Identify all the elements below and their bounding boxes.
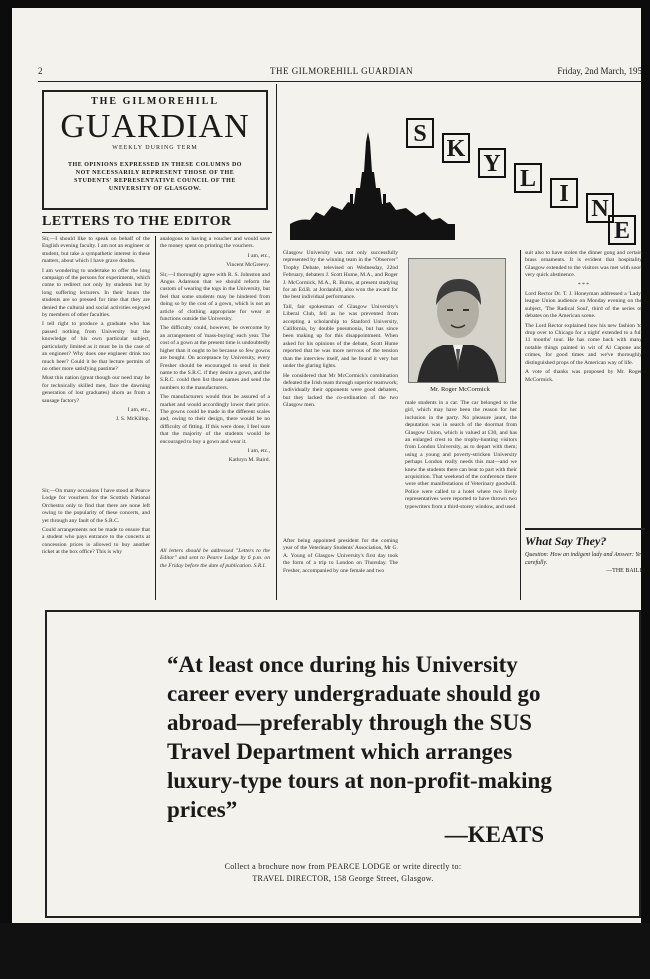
skyline-letter: I bbox=[550, 178, 578, 208]
skyline-letter: S bbox=[406, 118, 434, 148]
travel-advert bbox=[45, 610, 641, 918]
letter-paragraph: Sir,—I thoroughly agree with R. S. Johnston and Angus Adamson that we should reform the custom of wearing the togs in the University, but feel that some students may be hindered from doing so by the cost of a gown, which is not an article of clothing appropriate for wear at functions outside the University. bbox=[160, 271, 270, 323]
letter-paragraph: Sir,—On many occasions I have stood at Pearce Lodge for vouchers for the Scottish National Orchestra only to find that there are none left owing to the popularity of these concerts, and yet through any fault of the S.R.C. bbox=[42, 488, 150, 524]
advert-quote: “At least once during his University career every undergraduate should go abroad—preferably through the SUS Travel Department which arranges luxury-type tours at non-profit-making prices” bbox=[167, 652, 552, 822]
issue-date: Friday, 2nd March, 195 bbox=[557, 66, 642, 76]
letter-paragraph: Could arrangements not be made to ensure that a student who pays entrance to the concerts at concession prices is allowed to buy another ticket at the box office? This is why bbox=[42, 527, 150, 556]
what-say-they-body: Question: How an indigent lady and Answer: Yes, carefully. bbox=[525, 552, 645, 566]
skyline-paragraph: A vote of thanks was proposed by Mr. Roger McCormick. bbox=[525, 369, 642, 383]
portrait-icon bbox=[409, 259, 506, 383]
skyline-paragraph: Glasgow University was not only successfully represented by the winning team in the "Observer" Trophy Debate, televised on Wednesday, 22nd February, debaters J. Scott Hume, M.A., and Roger J. McCormick, M.A., R. Burns, at present studying for an Ed.B. at Jordanhill, also won the award for the best individual performance. bbox=[283, 250, 398, 301]
what-say-they-byline: —THE BAILIE bbox=[606, 568, 645, 574]
letters-column-1b bbox=[42, 488, 150, 598]
scan-border-left bbox=[0, 0, 12, 979]
skyline-column-2 bbox=[405, 400, 517, 600]
skyline-letter: K bbox=[442, 133, 470, 163]
masthead-disclaimer: THE OPINIONS EXPRESSED IN THESE COLUMNS DO NOT NECESSARILY REPRESENT THOSE OF THE STUDENTS' REPRESENTATIVE COUNCIL OF THE UNIVERSITY OF GLASGOW. bbox=[68, 162, 242, 192]
skyline-letter: N bbox=[586, 193, 614, 223]
advert-attribution: —KEATS bbox=[444, 822, 544, 847]
portrait-photo bbox=[408, 258, 506, 383]
letter-signature: Vincent McGreevy. bbox=[226, 262, 270, 269]
skyline-paragraph: Tall, fair spokesman of Glasgow University's Liberal Club, fell as he was prevented from accepting a scholarship to Stanford University, California, by double pneumonia, but has since been making up for this disappointment. When asked for his opinions of the debate, Scott Hume reported that he was more nervous of the tension than the interview itself, and he found it very hot under the glaring lights. bbox=[283, 303, 398, 370]
advert-footer-line-2: TRAVEL DIRECTOR, 158 George Street, Glasgow. bbox=[252, 874, 434, 883]
advert-footer-line-1: Collect a brochure now from PEARCE LODGE or write directly to: bbox=[224, 862, 462, 871]
scan-border-right bbox=[641, 0, 650, 979]
skyline-letter: Y bbox=[478, 148, 506, 178]
editor-note: All letters should be addressed "Letters to the Editor" and sent to Pearce Lodge by 6 p.m. on the Friday before the date of publication. S.R.I. bbox=[160, 548, 270, 569]
skyline-column-3 bbox=[525, 250, 642, 522]
letter-paragraph: Must this nation (great though our need may be for technically skilled men, face the dawning generation of lost graduates) shorn as from a sausage factory? bbox=[42, 375, 150, 404]
letter-paragraph: The manufacturers would thus be assured of a market and would accordingly lower their price. The gowns could be made in the different scales and, owing to their design, there would be no difficulty of fitting. If this were done, I feel sure that the majority of the students would be encouraged to buy a gown and wear it. bbox=[160, 394, 270, 445]
masthead-the-gilmorehill: THE GILMOREHILL bbox=[90, 96, 220, 107]
letter-signature: J. S. McKillop. bbox=[115, 416, 150, 423]
masthead-box bbox=[42, 90, 268, 210]
letter-paragraph: I am wondering to undertake to offer the long campaign of the persons for experiments, which come to redirect not only by students but by long suffering lecturers. In their hours the students are so pressed for time that they are denied the cultural and social activities enjoyed by members of other faculties. bbox=[42, 267, 150, 319]
letters-column-1 bbox=[42, 236, 150, 486]
skyline-paragraph: The Lord Rector explained how his new fashion 'to drop over to Chicago for a night' extended to a full 11 months' tour. He has come back with many notable things painted in wit of Al Capone and crimes, for good times and we've thoroughly distinguished props of the American way of life. bbox=[525, 322, 642, 366]
letter-signoff: I am, etc., bbox=[247, 447, 270, 454]
skyline-paragraph: He considered that Mr McCormick's combination defeated the Irish team through superior teamwork; individually their opponents were good debaters, but they lacked the co-ordination of the two Glasgow men. bbox=[283, 372, 398, 409]
letter-paragraph: The difficulty could, however, be overcome by an arrangement of 'mass-buying' each year. The cost of a gown at the present time is undoubtedly higher than it ought to be because so few gowns are bought. On acceptance by University, every Fresher should be encouraged to send in their name to the S.R.C. if they desire a gown, and the S.R.C. could then list those names and send the numbers to the manufacturers. bbox=[160, 325, 270, 391]
skyline-silhouette-icon bbox=[290, 132, 455, 240]
paper-title: THE GILMOREHILL GUARDIAN bbox=[270, 66, 414, 76]
letter-signoff: I am, etc., bbox=[247, 252, 270, 259]
section-rule bbox=[276, 84, 277, 600]
letters-rule bbox=[42, 232, 272, 233]
column-rule bbox=[155, 236, 156, 600]
photo-caption: Mr. Roger McCormick bbox=[430, 386, 490, 393]
what-say-they-box bbox=[525, 528, 645, 588]
masthead-guardian: GUARDIAN bbox=[60, 108, 250, 145]
letter-paragraph: Sir,—I should like to speak on behalf of the English evening faculty. I am not an engineer or student, but take a sympathetic interest in these matters, about which I have grave doubts. bbox=[42, 236, 150, 265]
skyline-paragraph: Lord Rector Dr. T. J. Honeyman addressed a 'Lady' league Union audience on Monday evening on the subject, 'The Radical Soul', third of the series of debates on the American scene. bbox=[525, 291, 642, 320]
scan-border-bottom bbox=[0, 923, 650, 979]
skyline-paragraph: After being appointed president for the coming year of the Veterinary Students' Association, Mr G. A. Young of Glasgow University's first day took the form of a trip to London on Thursday. The Fresher, accompanied by one female and two bbox=[283, 538, 398, 574]
letter-paragraph: I tell right to produce a graduate who has passed nothing from University but the knowledge of his own particular subject, particularly limited as it must be in the case of an engineer? Why does one engineer drink too much beer? Could it be that lecture permits of no other more satisfying pastime? bbox=[42, 321, 150, 372]
letter-signoff: I am, etc., bbox=[127, 406, 150, 413]
skyline-letter: E bbox=[608, 215, 636, 245]
masthead-weekly: WEEKLY DURING TERM bbox=[112, 145, 198, 151]
head-rule bbox=[38, 81, 642, 82]
letter-paragraph: analogous to having a voucher and would save the money spent on printing the vouchers. bbox=[160, 236, 270, 250]
letters-column-2 bbox=[160, 236, 270, 546]
section-divider-stars: * * * bbox=[577, 281, 590, 288]
running-head bbox=[38, 66, 642, 80]
column-rule bbox=[520, 250, 521, 600]
what-say-they-heading: What Say They? bbox=[525, 534, 607, 548]
scan-border-top bbox=[0, 0, 650, 8]
skyline-paragraph: suit also to have stolen the dinner gong and certain brass ornaments. It is evident that hospitality Glasgow extended to the visitors was met with soon very quick abstinence. bbox=[525, 250, 642, 279]
skyline-letter: L bbox=[514, 163, 542, 193]
skyline-paragraph: male students in a car. The car belonged to the girl, which may have been the reason for her inclusion in the party. No pleasure jaunt, the deputation was in search of the doormat from Glasgow Union, which is valued at £30, and has an enlarged crest to the trophy-hunting visitors from London University, as to depart with them; using a young and poverty-stricken University perhaps London really needs this mat—and we knew the students there can bear to part with their acquisition. That weekend of the conference there were other manifestations of Veterinary goodwill. Police were called to a hotel where two lively representatives were reported to have thrown two typewriters from a third-storey window, and used bbox=[405, 400, 517, 510]
skyline-column-1b bbox=[283, 538, 398, 600]
letters-heading: LETTERS TO THE EDITOR bbox=[42, 214, 232, 229]
skyline-column-1 bbox=[283, 250, 398, 515]
page-number: 2 bbox=[38, 66, 43, 76]
letter-signature: Kathryn M. Baird. bbox=[228, 457, 270, 464]
